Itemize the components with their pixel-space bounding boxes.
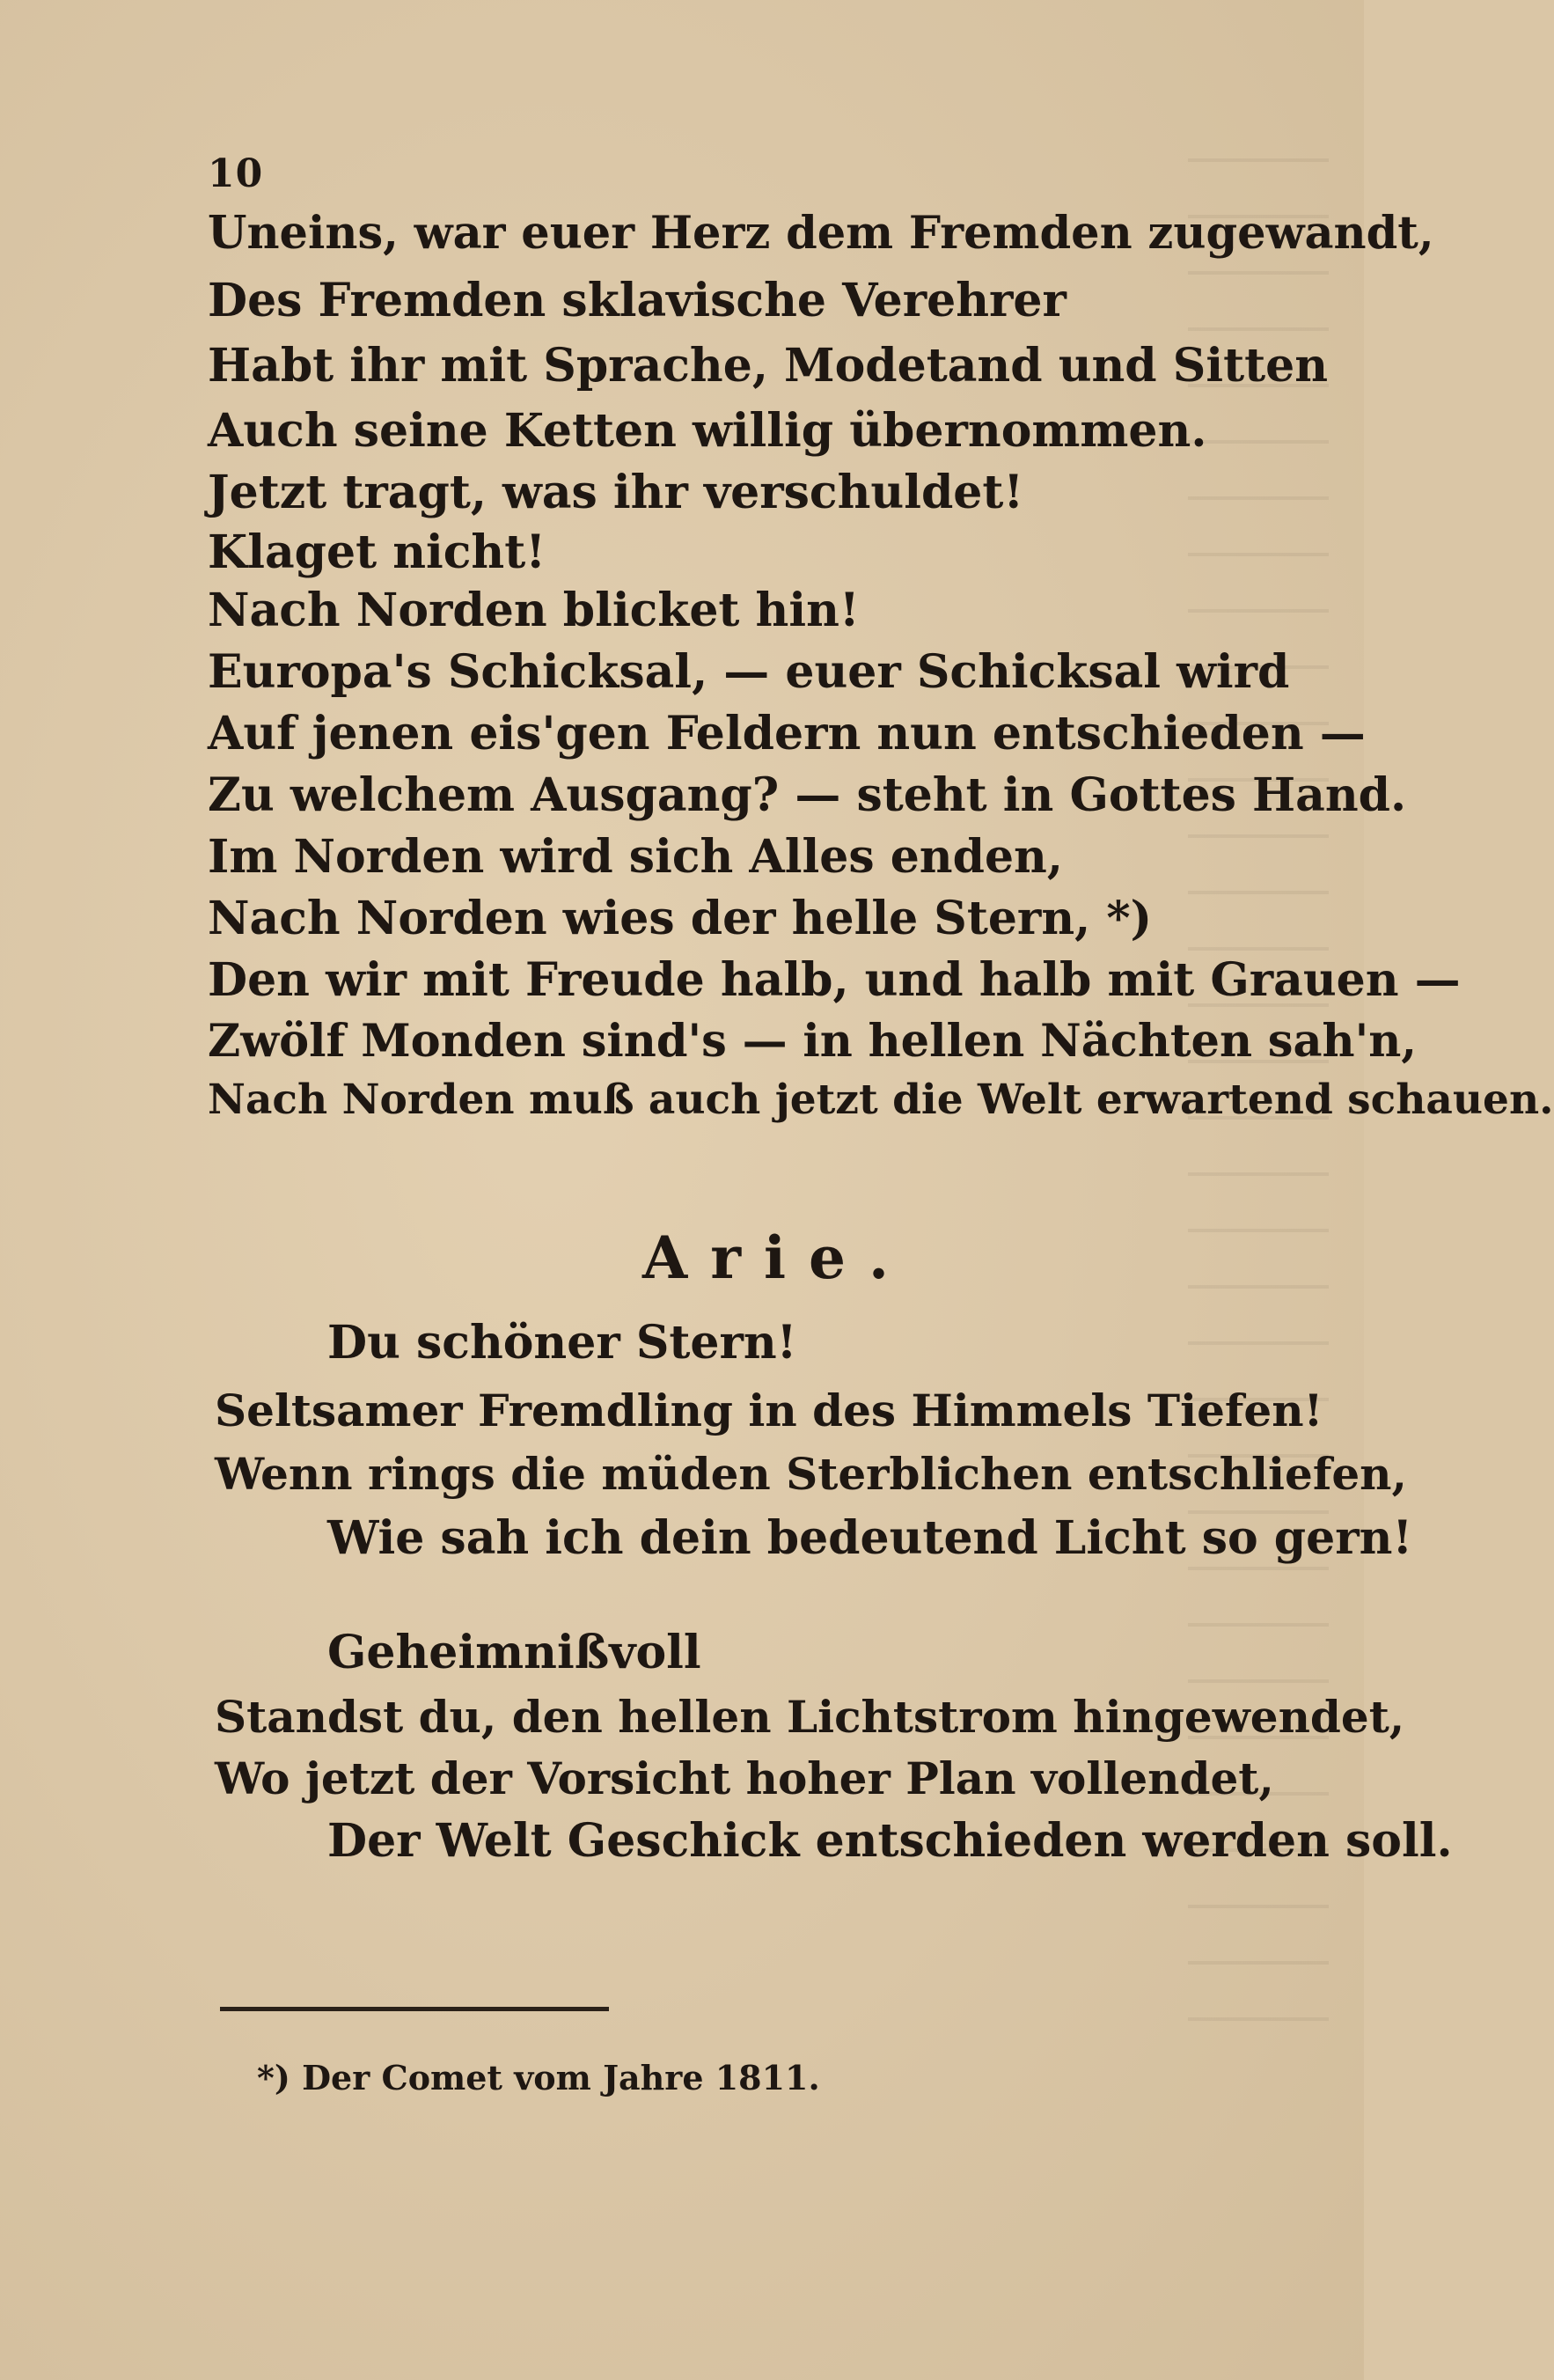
verse-line: Uneins, war euer Herz dem Fremden zugewandt, xyxy=(208,207,1434,260)
verse-line: Im Norden wird sich Alles enden, xyxy=(208,830,1063,884)
verse-line: Nach Norden muß auch jetzt die Welt erwartend schauen. xyxy=(208,1076,1554,1124)
verse-line: Wenn rings die müden Sterblichen entschliefen, xyxy=(215,1448,1407,1500)
verse-line: Habt ihr mit Sprache, Modetand und Sitten xyxy=(208,339,1329,393)
verse-line: Auch seine Ketten willig übernommen. xyxy=(208,404,1207,458)
page-number: 10 xyxy=(208,151,264,196)
section-heading: Arie. xyxy=(642,1223,913,1292)
footnote: *) Der Comet vom Jahre 1811. xyxy=(257,2058,820,2097)
verse-line: Auf jenen eis'gen Feldern nun entschieden — xyxy=(208,707,1366,760)
verse-line: Der Welt Geschick entschieden werden soll. xyxy=(327,1814,1453,1868)
verse-line: Geheimnißvoll xyxy=(327,1626,701,1679)
footnote-separator xyxy=(220,2007,609,2011)
verse-line: Nach Norden wies der helle Stern, *) xyxy=(208,892,1153,945)
verse-line: Wie sah ich dein bedeutend Licht so gern! xyxy=(327,1511,1413,1565)
verse-line: Des Fremden sklavische Verehrer xyxy=(208,274,1067,327)
verse-line: Jetzt tragt, was ihr verschuldet! xyxy=(208,466,1024,519)
verse-line: Klaget nicht! xyxy=(208,525,546,579)
verse-line: Zwölf Monden sind's — in hellen Nächten sah'n, xyxy=(208,1015,1418,1068)
verse-line: Europa's Schicksal, — euer Schicksal wird xyxy=(208,645,1290,699)
verse-line: Standst du, den hellen Lichtstrom hingewendet, xyxy=(215,1691,1405,1743)
verse-line: Wo jetzt der Vorsicht hoher Plan vollendet, xyxy=(215,1752,1274,1804)
verse-line: Nach Norden blicket hin! xyxy=(208,584,860,637)
verse-line: Du schöner Stern! xyxy=(327,1316,797,1370)
verse-line: Seltsamer Fremdling in des Himmels Tiefen! xyxy=(215,1385,1323,1436)
verse-line: Den wir mit Freude halb, und halb mit Grauen — xyxy=(208,953,1461,1007)
verse-line: Zu welchem Ausgang? — steht in Gottes Hand. xyxy=(208,768,1407,822)
